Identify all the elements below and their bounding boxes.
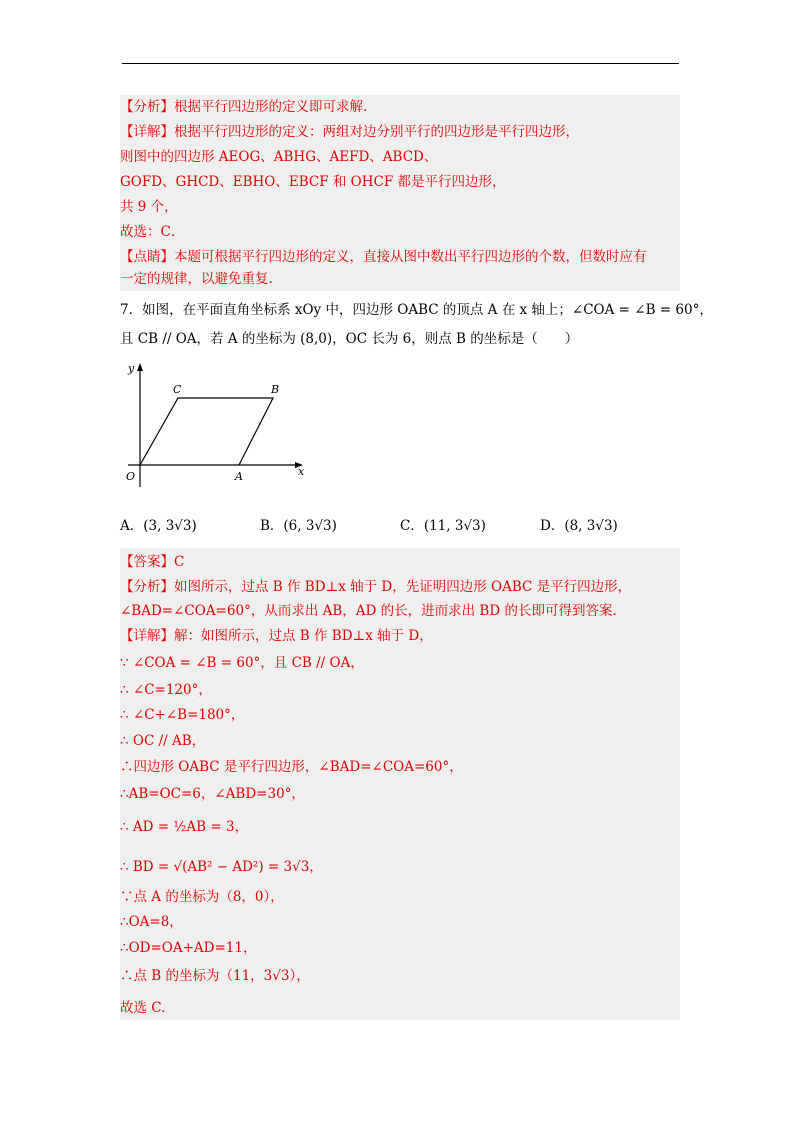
step-5: ∴四边形 OABC 是平行四边形，∠BAD=∠COA=60°， bbox=[120, 759, 463, 775]
step-13: 故选 C. bbox=[120, 1000, 166, 1016]
answer-block bbox=[120, 548, 680, 1020]
point-b-label: B bbox=[271, 383, 280, 396]
step-2: ∴ ∠C=120°， bbox=[120, 682, 212, 698]
comment-line-2: 一定的规律，以避免重复. bbox=[120, 271, 273, 287]
header-rule bbox=[122, 63, 679, 64]
step-10: ∴OA=8， bbox=[120, 914, 183, 930]
option-d: D．(8, 3√3) bbox=[540, 518, 618, 534]
step-3: ∴ ∠C+∠B=180°， bbox=[120, 707, 245, 723]
comment-line: 【点睛】本题可根据平行四边形的定义，直接从图中数出平行四边形的个数，但数时应有 bbox=[120, 249, 647, 265]
parallelogram-figure bbox=[118, 360, 318, 495]
detail-line: 【详解】解：如图所示，过点 B 作 BD⊥x 轴于 D， bbox=[120, 628, 433, 644]
detail-line-2: 则图中的四边形 AEOG、ABHG、AEFD、ABCD、 bbox=[120, 149, 438, 165]
step-4: ∴ OC // AB， bbox=[120, 733, 206, 749]
previous-solution-block bbox=[120, 95, 680, 291]
count-line: 共 9 个， bbox=[120, 199, 178, 215]
step-12: ∴点 B 的坐标为（11，3√3）， bbox=[120, 968, 310, 984]
question-line-1: 7．如图，在平面直角坐标系 xOy 中，四边形 OABC 的顶点 A 在 x 轴上；∠COA = ∠B = 60°， bbox=[120, 302, 713, 318]
point-c-label: C bbox=[173, 383, 182, 396]
choice-line: 故选：C． bbox=[120, 224, 185, 240]
step-6: ∴AB=OC=6，∠ABD=30°， bbox=[120, 786, 305, 802]
step-7: ∴ AD = ½AB = 3， bbox=[120, 819, 249, 835]
step-1: ∵ ∠COA = ∠B = 60°，且 CB // OA， bbox=[120, 655, 364, 671]
y-axis-label: y bbox=[128, 362, 135, 375]
question-line-2: 且 CB // OA，若 A 的坐标为 (8,0)，OC 长为 6，则点 B 的坐标是（ ） bbox=[120, 331, 579, 347]
option-b: B．(6, 3√3) bbox=[260, 518, 337, 534]
option-a: A．(3, 3√3) bbox=[120, 518, 197, 534]
point-o-label: O bbox=[126, 470, 136, 483]
step-8: ∴ BD = √(AB² − AD²) = 3√3， bbox=[120, 859, 323, 875]
step-11: ∴OD=OA+AD=11， bbox=[120, 940, 257, 956]
detail-line: 【详解】根据平行四边形的定义：两组对边分别平行的四边形是平行四边形， bbox=[120, 124, 579, 140]
x-axis-label: x bbox=[298, 465, 305, 478]
step-9: ∵点 A 的坐标为（8，0）， bbox=[120, 889, 284, 905]
analysis-line: 【分析】根据平行四边形的定义即可求解. bbox=[120, 99, 368, 115]
option-c: C．(11, 3√3) bbox=[400, 518, 486, 534]
point-a-label: A bbox=[235, 470, 243, 483]
detail-line-3: GOFD、GHCD、EBHO、EBCF 和 OHCF 都是平行四边形， bbox=[120, 174, 506, 190]
analysis-line-2: ∠BAD=∠COA=60°，从而求出 AB，AD 的长，进而求出 BD 的长即可得到答案． bbox=[120, 603, 626, 619]
analysis-line: 【分析】如图所示，过点 B 作 BD⊥x 轴于 D，先证明四边形 OABC 是平行四边形， bbox=[120, 579, 632, 595]
answer-line: 【答案】C bbox=[120, 554, 185, 570]
